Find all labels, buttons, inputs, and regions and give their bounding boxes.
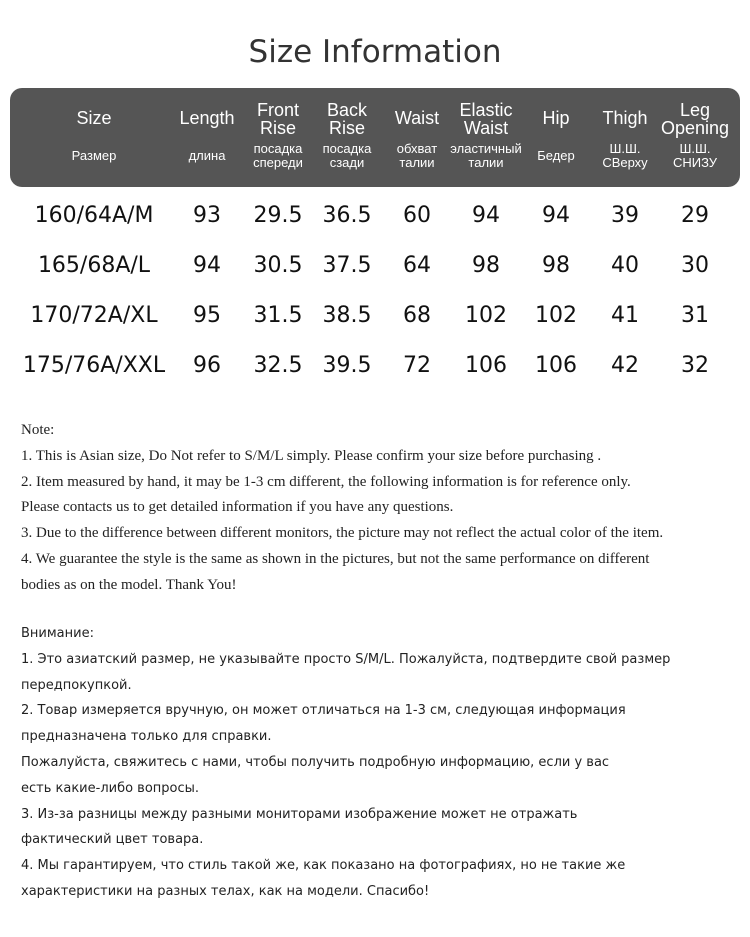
- measurement-cell: 30.5: [253, 253, 303, 278]
- notes-english: [21, 418, 746, 599]
- size-label-cell: 175/76A/XXL: [22, 353, 166, 378]
- note-line: Пожалуйста, свяжитесь с нами, чтобы получить подробную информацию, если у вас: [21, 754, 610, 770]
- measurement-cell: 39: [611, 203, 639, 228]
- measurement-cell: 64: [403, 253, 431, 278]
- column-header-ru: эластичный талии: [450, 141, 522, 170]
- measurement-cell: 102: [535, 303, 577, 328]
- size-label-cell: 170/72A/XL: [30, 303, 158, 328]
- column-header: [172, 88, 242, 187]
- table-row: [0, 246, 750, 286]
- note-line: фактический цвет товара.: [21, 832, 204, 848]
- measurement-cell: 40: [611, 253, 639, 278]
- page-title: Size Information: [248, 34, 502, 70]
- measurement-cell: 98: [542, 253, 570, 278]
- column-header: [312, 88, 382, 187]
- measurement-cell: 41: [611, 303, 639, 328]
- measurement-cell: 98: [472, 253, 500, 278]
- measurement-cell: 94: [542, 203, 570, 228]
- note-line: Please contacts us to get detailed information if you have any questions.: [21, 499, 454, 516]
- column-header: [526, 88, 586, 187]
- size-label-cell: 160/64A/M: [34, 203, 154, 228]
- measurement-cell: 94: [193, 253, 221, 278]
- note-line: Внимание:: [21, 626, 94, 641]
- note-line: предназначена только для справки.: [21, 729, 272, 745]
- size-table-header: [10, 88, 740, 187]
- measurement-cell: 72: [403, 353, 431, 378]
- column-header-ru: посадка сзади: [322, 141, 372, 170]
- note-line: передпокупкой.: [21, 677, 132, 693]
- note-line: характеристики на разных телах, как на модели. Спасибо!: [21, 883, 430, 899]
- column-header-en: Waist: [394, 108, 440, 128]
- measurement-cell: 32: [681, 353, 709, 378]
- column-header-en: Length: [179, 108, 235, 128]
- note-line: 1. This is Asian size, Do Not refer to S/M/L simply. Please confirm your size before purchasing .: [21, 447, 602, 464]
- column-header-en: Size: [76, 108, 112, 128]
- measurement-cell: 39.5: [322, 353, 372, 378]
- measurement-cell: 93: [193, 203, 221, 228]
- column-header: [655, 88, 735, 187]
- note-line: 1. Это азиатский размер, не указывайте просто S/M/L. Пожалуйста, подтвердите свой размер: [21, 651, 671, 667]
- column-header-ru: Бедер: [537, 148, 575, 163]
- column-header-en: Hip: [542, 108, 570, 128]
- note-line: 3. Из-за разницы между разными мониторами изображение может не отражать: [21, 806, 578, 822]
- measurement-cell: 38.5: [322, 303, 372, 328]
- column-header-ru: Размер: [71, 148, 117, 163]
- column-header-ru: длина: [188, 148, 226, 163]
- measurement-cell: 60: [403, 203, 431, 228]
- note-line: 2. Товар измеряется вручную, он может отличаться на 1-3 см, следующая информация: [21, 703, 626, 719]
- measurement-cell: 29: [681, 203, 709, 228]
- measurement-cell: 106: [465, 353, 507, 378]
- column-header-ru: посадка спереди: [253, 141, 303, 170]
- measurement-cell: 42: [611, 353, 639, 378]
- note-line: 3. Due to the difference between different monitors, the picture may not reflect the actual color of the item.: [21, 525, 664, 542]
- measurement-cell: 29.5: [253, 203, 303, 228]
- column-header: [441, 88, 531, 187]
- note-line: 4. Мы гарантируем, что стиль такой же, как показано на фотографиях, но не такие же: [21, 858, 626, 874]
- column-header-ru: Ш.Ш. СВерху: [602, 141, 648, 170]
- note-line: bodies as on the model. Thank You!: [21, 576, 237, 593]
- note-line: Note:: [21, 422, 55, 438]
- measurement-cell: 32.5: [253, 353, 303, 378]
- measurement-cell: 106: [535, 353, 577, 378]
- column-header-ru: обхват талии: [396, 141, 438, 170]
- column-header-en: Back Rise: [326, 100, 368, 138]
- column-header-en: Elastic Waist: [459, 100, 513, 138]
- measurement-cell: 96: [193, 353, 221, 378]
- measurement-cell: 30: [681, 253, 709, 278]
- column-header-en: Thigh: [602, 108, 648, 128]
- column-header: [590, 88, 660, 187]
- note-line: 2. Item measured by hand, it may be 1-3 cm different, the following information is for reference only.: [21, 473, 631, 490]
- column-header: [29, 88, 159, 187]
- note-line: есть какие-либо вопросы.: [21, 780, 200, 796]
- measurement-cell: 102: [465, 303, 507, 328]
- note-line: 4. We guarantee the style is the same as shown in the pictures, but not the same performance on different: [21, 550, 650, 567]
- column-header-ru: Ш.Ш. СНИЗУ: [672, 141, 718, 170]
- column-header: [243, 88, 313, 187]
- measurement-cell: 31: [681, 303, 709, 328]
- column-header-en: Front Rise: [256, 100, 299, 138]
- table-row: [0, 296, 750, 336]
- notes-russian: [21, 621, 746, 905]
- measurement-cell: 94: [472, 203, 500, 228]
- measurement-cell: 68: [403, 303, 431, 328]
- measurement-cell: 95: [193, 303, 221, 328]
- column-header-en: Leg Opening: [660, 100, 730, 138]
- measurement-cell: 37.5: [322, 253, 372, 278]
- table-row: [0, 346, 750, 386]
- size-label-cell: 165/68A/L: [37, 253, 151, 278]
- measurement-cell: 36.5: [322, 203, 372, 228]
- measurement-cell: 31.5: [253, 303, 303, 328]
- table-row: [0, 196, 750, 236]
